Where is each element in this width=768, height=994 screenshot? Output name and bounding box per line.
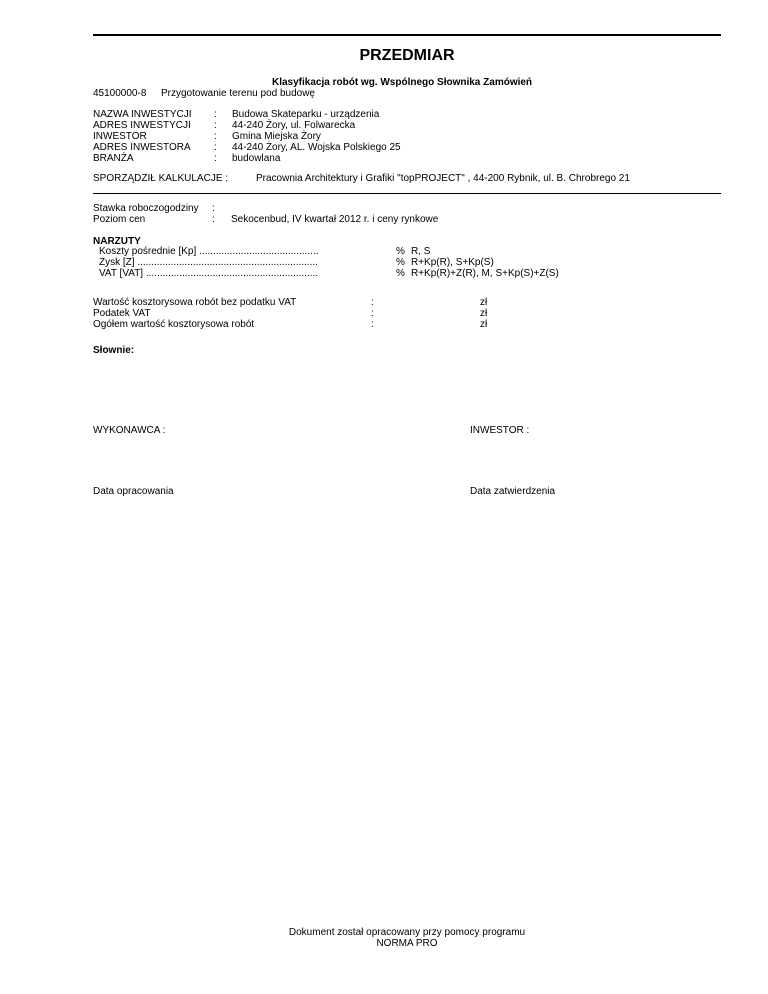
surcharge-percent-signs xyxy=(396,246,405,279)
percent-sign: % xyxy=(396,246,405,257)
colon: : xyxy=(371,319,374,330)
investment-label: ADRES INWESTORA xyxy=(93,142,191,153)
investment-label: ADRES INWESTYCJI xyxy=(93,120,191,131)
section-rule xyxy=(93,193,721,194)
labor-rate-label: Stawka roboczogodziny xyxy=(93,203,199,214)
investment-values xyxy=(232,109,401,164)
investment-value: budowlana xyxy=(232,153,281,164)
surcharge-basis: R, S xyxy=(411,246,431,257)
document-title: PRZEDMIAR xyxy=(359,47,455,64)
top-rule xyxy=(93,34,721,36)
investment-value: 44-240 Żory, AL. Wojska Polskiego 25 xyxy=(232,142,401,153)
surcharge-basis: R+Kp(R), S+Kp(S) xyxy=(411,257,494,268)
cpv-code: 45100000-8 xyxy=(93,88,147,99)
surcharge-labels xyxy=(99,246,319,279)
investor-label: INWESTOR : xyxy=(470,425,530,436)
surcharges-heading: NARZUTY xyxy=(93,236,141,247)
prepared-by-label: SPORZĄDZIŁ KALKULACJE : xyxy=(93,173,229,184)
colon: : xyxy=(371,308,374,319)
investment-labels xyxy=(93,109,192,164)
percent-sign: % xyxy=(396,257,405,268)
investment-label: BRANŻA xyxy=(93,153,134,164)
investment-value: 44-240 Żory, ul. Folwarecka xyxy=(232,120,356,131)
colon: : xyxy=(371,297,374,308)
colon: : xyxy=(214,120,217,131)
investment-colons xyxy=(214,109,217,164)
surcharge-label: Koszty pośrednie [Kp] ........................................... xyxy=(99,246,319,257)
prepared-date-label: Data opracowania xyxy=(93,486,174,497)
surcharge-label: Zysk [Z] ................................................................. xyxy=(99,257,318,268)
total-label: Wartość kosztorysowa robót bez podatku VAT xyxy=(93,297,297,308)
price-level-value: Sekocenbud, IV kwartał 2012 r. i ceny rynkowe xyxy=(231,214,439,225)
footer-line-2: NORMA PRO xyxy=(376,938,438,949)
contractor-label: WYKONAWCA : xyxy=(93,425,166,436)
surcharge-bases xyxy=(411,246,559,279)
cpv-description: Przygotowanie terenu pod budowę xyxy=(161,88,315,99)
investment-value: Budowa Skateparku - urządzenia xyxy=(232,109,380,120)
price-level-colon: : xyxy=(212,214,215,225)
currency-unit: zł xyxy=(480,297,488,308)
surcharge-basis: R+Kp(R)+Z(R), M, S+Kp(S)+Z(S) xyxy=(411,268,559,279)
totals-colons xyxy=(371,297,374,330)
price-level-label: Poziom cen xyxy=(93,214,146,225)
currency-unit: zł xyxy=(480,308,488,319)
amount-in-words-label: Słownie: xyxy=(93,345,135,356)
colon: : xyxy=(214,131,217,142)
colon: : xyxy=(214,142,217,153)
investment-value: Gmina Miejska Żory xyxy=(232,131,321,142)
currency-unit: zł xyxy=(480,319,488,330)
footer-line-1: Dokument został opracowany przy pomocy programu xyxy=(288,927,526,938)
investment-label: INWESTOR xyxy=(93,131,147,142)
totals-labels xyxy=(93,297,296,330)
percent-sign: % xyxy=(396,268,405,279)
labor-rate-colon: : xyxy=(212,203,215,214)
total-label: Ogółem wartość kosztorysowa robót xyxy=(93,319,255,330)
surcharge-label: VAT [VAT] .............................................................. xyxy=(99,268,319,279)
colon: : xyxy=(214,153,217,164)
classification-heading: Klasyfikacja robót wg. Wspólnego Słownika Zamówień xyxy=(272,77,533,88)
totals-units xyxy=(480,297,487,330)
approved-date-label: Data zatwierdzenia xyxy=(470,486,556,497)
prepared-by-value: Pracownia Architektury i Grafiki "topPROJECT" , 44-200 Rybnik, ul. B. Chrobrego 21 xyxy=(256,173,630,184)
total-label: Podatek VAT xyxy=(93,308,151,319)
investment-label: NAZWA INWESTYCJI xyxy=(93,109,192,120)
colon: : xyxy=(214,109,217,120)
